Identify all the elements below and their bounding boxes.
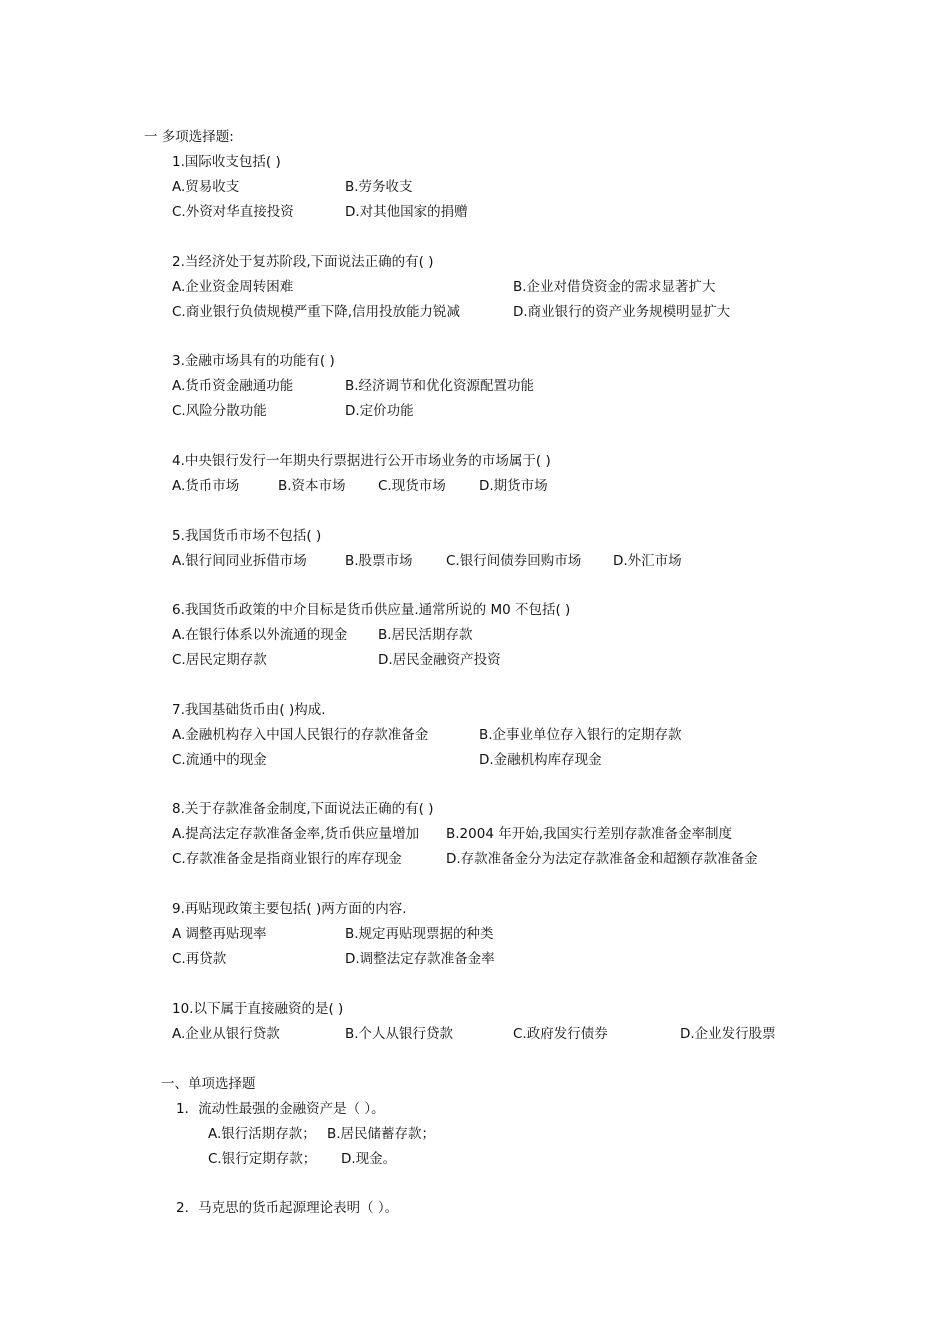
section-heading-single-choice: 一、单项选择题	[161, 1076, 256, 1092]
question-10-stem: 10.以下属于直接融资的是( )	[172, 1001, 344, 1017]
question-1-option-c: C.外资对华直接投资	[172, 204, 294, 220]
question-3-option-a: A.货币资金融通功能	[172, 378, 294, 394]
single-question-1-option-b: B.居民储蓄存款；	[327, 1126, 436, 1142]
question-9-option-a: A 调整再贴现率	[172, 926, 267, 942]
question-9-option-d: D.调整法定存款准备金率	[345, 951, 495, 967]
question-8-stem: 8.关于存款准备金制度,下面说法正确的有( )	[172, 801, 434, 817]
question-10-option-a: A.企业从银行贷款	[172, 1026, 280, 1042]
question-2-option-b: B.企业对借贷资金的需求显著扩大	[513, 279, 716, 295]
question-6-stem: 6.我国货币政策的中介目标是货币供应量.通常所说的 M0 不包括( )	[172, 602, 571, 618]
question-4-option-a: A.货币市场	[172, 478, 240, 494]
question-5-option-a: A.银行间同业拆借市场	[172, 553, 307, 569]
question-8-option-c: C.存款准备金是指商业银行的库存现金	[172, 851, 402, 867]
question-5-stem: 5.我国货币市场不包括( )	[172, 528, 322, 544]
question-7-option-b: B.企事业单位存入银行的定期存款	[479, 727, 682, 743]
question-6-option-d: D.居民金融资产投资	[378, 652, 501, 668]
question-3-option-b: B.经济调节和优化资源配置功能	[345, 378, 535, 394]
question-5-option-c: C.银行间债券回购市场	[446, 553, 582, 569]
question-6-option-c: C.居民定期存款	[172, 652, 267, 668]
single-question-1-stem: 1．流动性最强的金融资产是（ ）。	[176, 1101, 385, 1117]
single-question-1-option-a: A.银行活期存款；	[208, 1126, 316, 1142]
question-2-option-a: A.企业资金周转困难	[172, 279, 294, 295]
question-8-option-a: A.提高法定存款准备金率,货币供应量增加	[172, 826, 420, 842]
question-7-option-c: C.流通中的现金	[172, 752, 267, 768]
question-1-option-a: A.贸易收支	[172, 179, 240, 195]
question-10-option-c: C.政府发行债券	[513, 1026, 608, 1042]
question-1-stem: 1.国际收支包括( )	[172, 154, 281, 170]
question-9-option-b: B.规定再贴现票据的种类	[345, 926, 494, 942]
question-4-option-b: B.资本市场	[278, 478, 346, 494]
question-3-option-d: D.定价功能	[345, 403, 414, 419]
question-5-option-d: D.外汇市场	[613, 553, 682, 569]
question-6-option-a: A.在银行体系以外流通的现金	[172, 627, 348, 643]
section-heading-multiple-choice: 一 多项选择题:	[144, 129, 234, 145]
single-question-1-option-c: C.银行定期存款；	[208, 1151, 317, 1167]
question-3-stem: 3.金融市场具有的功能有( )	[172, 353, 335, 369]
question-10-option-d: D.企业发行股票	[680, 1026, 776, 1042]
question-8-option-b: B.2004 年开始,我国实行差别存款准备金率制度	[446, 826, 732, 842]
question-2-stem: 2.当经济处于复苏阶段,下面说法正确的有( )	[172, 254, 434, 270]
question-4-stem: 4.中央银行发行一年期央行票据进行公开市场业务的市场属于( )	[172, 453, 551, 469]
question-10-option-b: B.个人从银行贷款	[345, 1026, 454, 1042]
single-question-1-option-d: D.现金。	[341, 1151, 397, 1167]
question-4-option-d: D.期货市场	[479, 478, 548, 494]
question-5-option-b: B.股票市场	[345, 553, 413, 569]
question-2-option-d: D.商业银行的资产业务规模明显扩大	[513, 304, 731, 320]
question-8-option-d: D.存款准备金分为法定存款准备金和超额存款准备金	[446, 851, 758, 867]
question-7-stem: 7.我国基础货币由( )构成.	[172, 702, 326, 718]
question-2-option-c: C.商业银行负债规模严重下降,信用投放能力锐减	[172, 304, 461, 320]
question-7-option-a: A.金融机构存入中国人民银行的存款准备金	[172, 727, 429, 743]
question-9-option-c: C.再贷款	[172, 951, 227, 967]
question-4-option-c: C.现货市场	[378, 478, 446, 494]
question-1-option-b: B.劳务收支	[345, 179, 413, 195]
question-3-option-c: C.风险分散功能	[172, 403, 267, 419]
question-7-option-d: D.金融机构库存现金	[479, 752, 602, 768]
question-6-option-b: B.居民活期存款	[378, 627, 473, 643]
question-9-stem: 9.再贴现政策主要包括( )两方面的内容.	[172, 901, 407, 917]
question-1-option-d: D.对其他国家的捐赠	[345, 204, 468, 220]
single-question-2-stem: 2．马克思的货币起源理论表明（ ）。	[176, 1200, 399, 1216]
